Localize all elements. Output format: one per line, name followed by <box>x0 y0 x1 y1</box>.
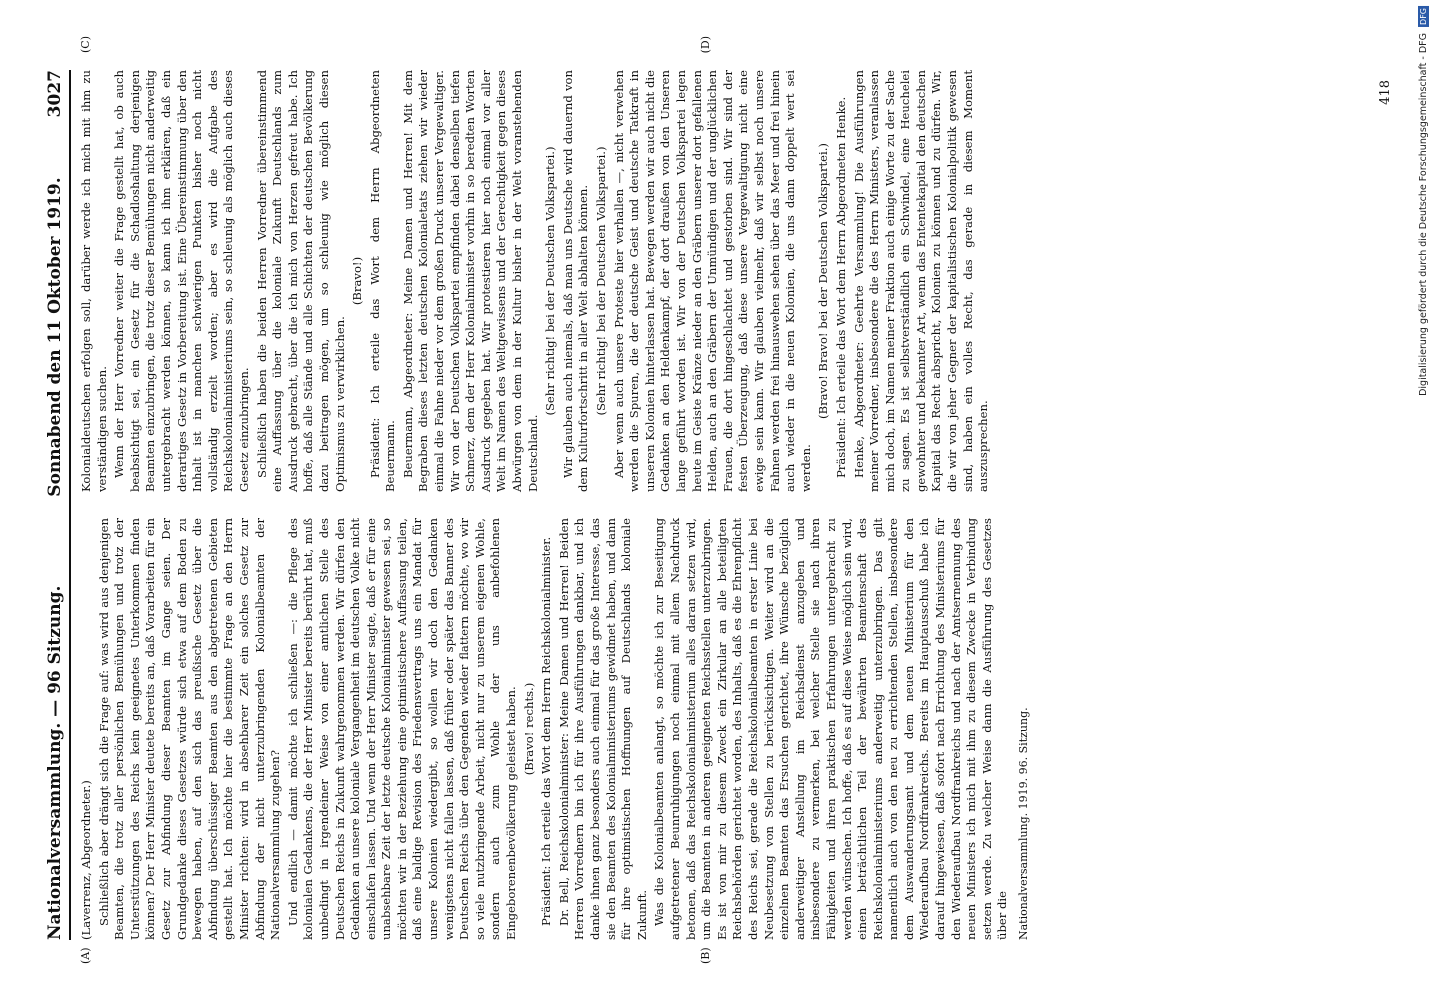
speech-opening: Dr. Bell, Reichskolonialminister: Meine Damen und Herren! Beiden Herren Vorrednern bin ich für ihre Ausführungen dankbar, und ich danke ihnen ganz besonders auch einmal für das große Interesse, das sie den Beamten des Kolonialministeriums gewidmet haben, und dann für ihre optimistischen Hoffnungen auf Deutschlands koloniale Zukunft. <box>556 518 649 940</box>
applause: (Bravo! Bravo! bei der Deutschen Volkspartei.) <box>816 143 831 419</box>
paragraph: Schließlich aber drängt sich die Frage auf: was wird aus denjenigen Beamten, die trotz aller persönlichen Bemühungen und trotz der Unterstützungen des Reichs kein geeignetes Unterkommen finden können? Der Herr Minister deutete bereits an, daß Vorarbeiten für ein Gesetz zur Abfindung dieser Beamten im Gange seien. Der Grundgedanke dieses Gesetzes würde sich etwa auf dem Boden zu bewegen haben, auf den sich das preußische Gesetz über die Abfindung überschüssiger Beamten aus den abgetretenen Gebieten gestellt hat. Ich möchte hier die bestimmte Frage an den Herrn Minister richten: wird in absehbarer Zeit ein solches Gesetz zur Abfindung der nicht unterzubringenden Kolonialbeamten der Nationalversammlung zugehen? <box>96 518 283 940</box>
header-date: Sonnabend den 11 Oktober 1919. <box>45 177 65 497</box>
speaker-line: (Laverrenz, Abgeordneter.) <box>79 780 93 940</box>
header-left: Nationalversammlung. — 96 Sitzung. <box>45 585 65 940</box>
paragraph: Wenn der Herr Vorredner weiter die Frage gestellt hat, ob auch beabsichtigt sei, ein Gesetz für die Schadloshaltung derjenigen Beamten einzubringen, die trotz dieser Bemühungen nicht anderweitig untergebracht werden können, so kann ich ihm erklären, daß ein derartiges Gesetz in Vorbereitung ist. Eine Übereinstimmung über den Inhalt ist in manchen schwierigen Punkten bisher noch nicht vollständig erzielt worden; aber es wird die Aufgabe des Reichskolonialministeriums sein, so schleunig als möglich auch dieses Gesetz einzubringen. <box>112 70 251 492</box>
dfg-sidebar <box>1414 6 1432 996</box>
header-right <box>45 70 65 497</box>
paragraph: Und endlich — damit möchte ich schließen —: die Pflege des kolonialen Gedankens, die der Herr Minister bereits berührt hat, muß unbedingt in irgendeiner Weise von einer amtlichen Stelle des Deutschen Reichs in Zukunft wahrgenommen werden. Wir dürfen den Gedanken an unsere koloniale Vergangenheit im deutschen Volke nicht einschlafen lassen. Und wenn der Herr Minister sagte, daß er für eine unabsehbare Zeit der letzte deutsche Kolonialminister gewesen sei, so möchten wir in der Beziehung eine optimistischere Auffassung teilen, daß eine baldige Revision des Friedensvertrags uns ein Mandat für unsere Kolonien wiedergibt, so wollen wir doch den Gedanken wenigstens nicht fallen lassen, daß früher oder später das Banner des Deutschen Reichs über den Gegenden wieder flattern möchte, wo wir so viele nutzbringende Arbeit, nicht nur zu unserem eigenen Wohle, sondern auch zum Wohle der uns anbefohlenen Eingeborenenbevölkerung geleistet haben. <box>285 518 519 940</box>
bottom-page-number: 418 <box>1378 80 1393 105</box>
columns <box>79 36 1013 964</box>
page-footer: Nationalversammlung. 1919. 96. Sitzung. <box>1017 707 1031 940</box>
speech-opening: Henke, Abgeordneter: Geehrte Versammlung! Die Ausführungen meiner Vorredner, insbesondere die des Herrn Ministers, veranlassen mich doch, im Namen meiner Fraktion auch einige Worte zu der Sache zu sagen. Es ist selbstverständlich ein Schwindel, eine Heuchelei gewohnter und bekannter Art, wenn das Ententekapital den deutschen Kapital das Recht abspricht, Kolonien zu können und zu dürfen. Wir, die wir von jeher Gegner der kapitalistischen Kolonialpolitik gewesen sind, haben ein volles Recht, das gerade in diesem Moment auszusprechen. <box>851 70 991 492</box>
newspaper-page <box>27 30 1407 970</box>
page-header <box>45 70 71 940</box>
applause: (Bravo!) <box>350 256 365 306</box>
applause: (Bravo! rechts.) <box>521 682 536 776</box>
dfg-logo: DFG <box>1418 8 1428 25</box>
president-remark: Präsident: Ich erteile das Wort dem Herrn Reichskolonialminister. <box>539 536 554 926</box>
marker-b: (B) <box>699 947 712 964</box>
president-remark: Präsident: Ich erteile das Wort dem Herrn Abgeordneten Beuermann. <box>367 70 398 492</box>
paragraph: Kolonialdeutschen erfolgen soll, darüber werde ich mich mit ihm zu verständigen suchen. <box>79 70 109 492</box>
paragraph: Was die Kolonialbeamten anlangt, so möchte ich zur Beseitigung aufgetretener Beunruhigungen noch einmal mit allem Nachdruck betonen, daß das Reichskolonialministerium alles daran setzen wird, um die Beamten in anderen geeigneten Reichsstellen unterzubringen. Es ist von mir zu diesem Zweck ein Zirkular an alle beteiligten Reichsbehörden gerichtet worden, des Inhalts, daß es die Ehrenpflicht des Reichs sei, gerade die Reichskolonialbeamten in erster Linie bei Neubesetzung von Stellen zu berücksichtigen. Weiter wird an die einzelnen Beamten das Ersuchen gerichtet, ihre Wünsche bezüglich anderweitiger Anstellung im Reichsdienst anzugeben und insbesondere zu vermerken, bei welcher Stelle sie nach ihren Fähigkeiten und ihren praktischen Erfahrungen untergebracht zu werden wünschen. Ich hoffe, daß es auf diese Weise möglich sein wird, einen beträchtlichen Teil der bewährten Beamtenschaft des Reichskolonialministeriums anderweitig unterzubringen. Das gilt namentlich auch von den neu zu errichtenden Stellen, insbesondere dem Auswanderungsamt und dem neuen Ministerium für den Wiederaufbau Nordfrankreichs. Bereits im Hauptausschuß habe ich darauf hingewiesen, daß sofort nach Errichtung des Ministeriums für den Wiederaufbau Nordfrankreichs und nach der Amtsernennung des neuen Ministers ich mich mit ihm zu diesem Zwecke in Verbindung setzen werde. Zu welcher Weise dann die Ausführung des Gesetzes über die <box>652 518 1010 940</box>
paragraph: Wir glauben auch niemals, daß man uns Deutsche wird dauernd von dem Kulturfortschritt in aller Welt abhalten können. <box>560 70 591 492</box>
left-column <box>79 518 1013 940</box>
right-column <box>79 70 1013 492</box>
president-remark: Präsident: Ich erteile das Wort dem Herrn Abgeordneten Henke. <box>833 96 848 478</box>
paragraph: Aber wenn auch unsere Proteste hier verhallen —, nicht verwehen werden die Spuren, die der deutsche Geist und deutsche Tatkraft in unseren Kolonien hinterlassen hat. Bewegen werden wir auch nicht die Gedanken an den Heldenkampf, der dort draußen von den Unseren lange geführt worden ist. Wir von der Deutschen Volkspartei legen heute im Geiste Kränze nieder an den Gräbern unserer dort gefallenen Helden, auch an den Gräbern der Unmündigen und der unglücklichen Frauen, die dort hingeschlachtet und gestorben sind. Wir sind der festen Überzeugung, daß diese unsere Vergewaltigung nicht eine ewige sein kann. Wir glauben vielmehr, daß wir selbst noch unsere Fahnen werden frei hinauswehen sehen über das Meer und frei hinein auch wieder in die neuen Kolonien, die uns dann doppelt wert sei werden. <box>611 70 813 492</box>
header-page-number: 3027 <box>45 70 65 118</box>
marker-a: (A) <box>79 947 92 964</box>
marker-c: (C) <box>79 36 92 53</box>
paragraph: Schließlich haben die beiden Herren Vorredner übereinstimmend eine Auffassung über die koloniale Zukunft Deutschlands zum Ausdruck gebracht, über die ich mich von Herzen gefreut habe. Ich hoffe, daß alle Stände und alle Schichten der deutschen Bevölkerung dazu beitragen mögen, um so schleunig wie möglich diesen Optimismus zu verwirklichen. <box>254 70 347 492</box>
interjection: (Sehr richtig! bei der Deutschen Volkspartei.) <box>543 146 558 416</box>
marker-d: (D) <box>699 36 712 54</box>
interjection: (Sehr richtig! bei der Deutschen Volkspartei.) <box>594 146 608 416</box>
speech-opening: Beuermann, Abgeordneter: Meine Damen und Herren! Mit dem Begraben dieses letzten deutschen Kolonialetats ziehen wir wieder einmal die Fahne nieder vor dem großen Druck unserer Vergewaltiger. Wir von der Deutschen Volkspartei empfinden dabei denselben tiefen Schmerz, dem der Herr Kolonialminister vorhin in so beredten Worten Ausdruck gegeben hat. Wir protestieren hier noch einmal vor aller Welt im Namen des Weltgewissens und der Gerechtigkeit gegen dieses Abwürgen von dem in der Kultur bisher in der Welt voranstehenden Deutschland. <box>400 70 540 492</box>
dfg-credit-text: Digitalisierung gefördert durch die Deutsche Forschungsgemeinschaft - DFG <box>1417 32 1429 396</box>
